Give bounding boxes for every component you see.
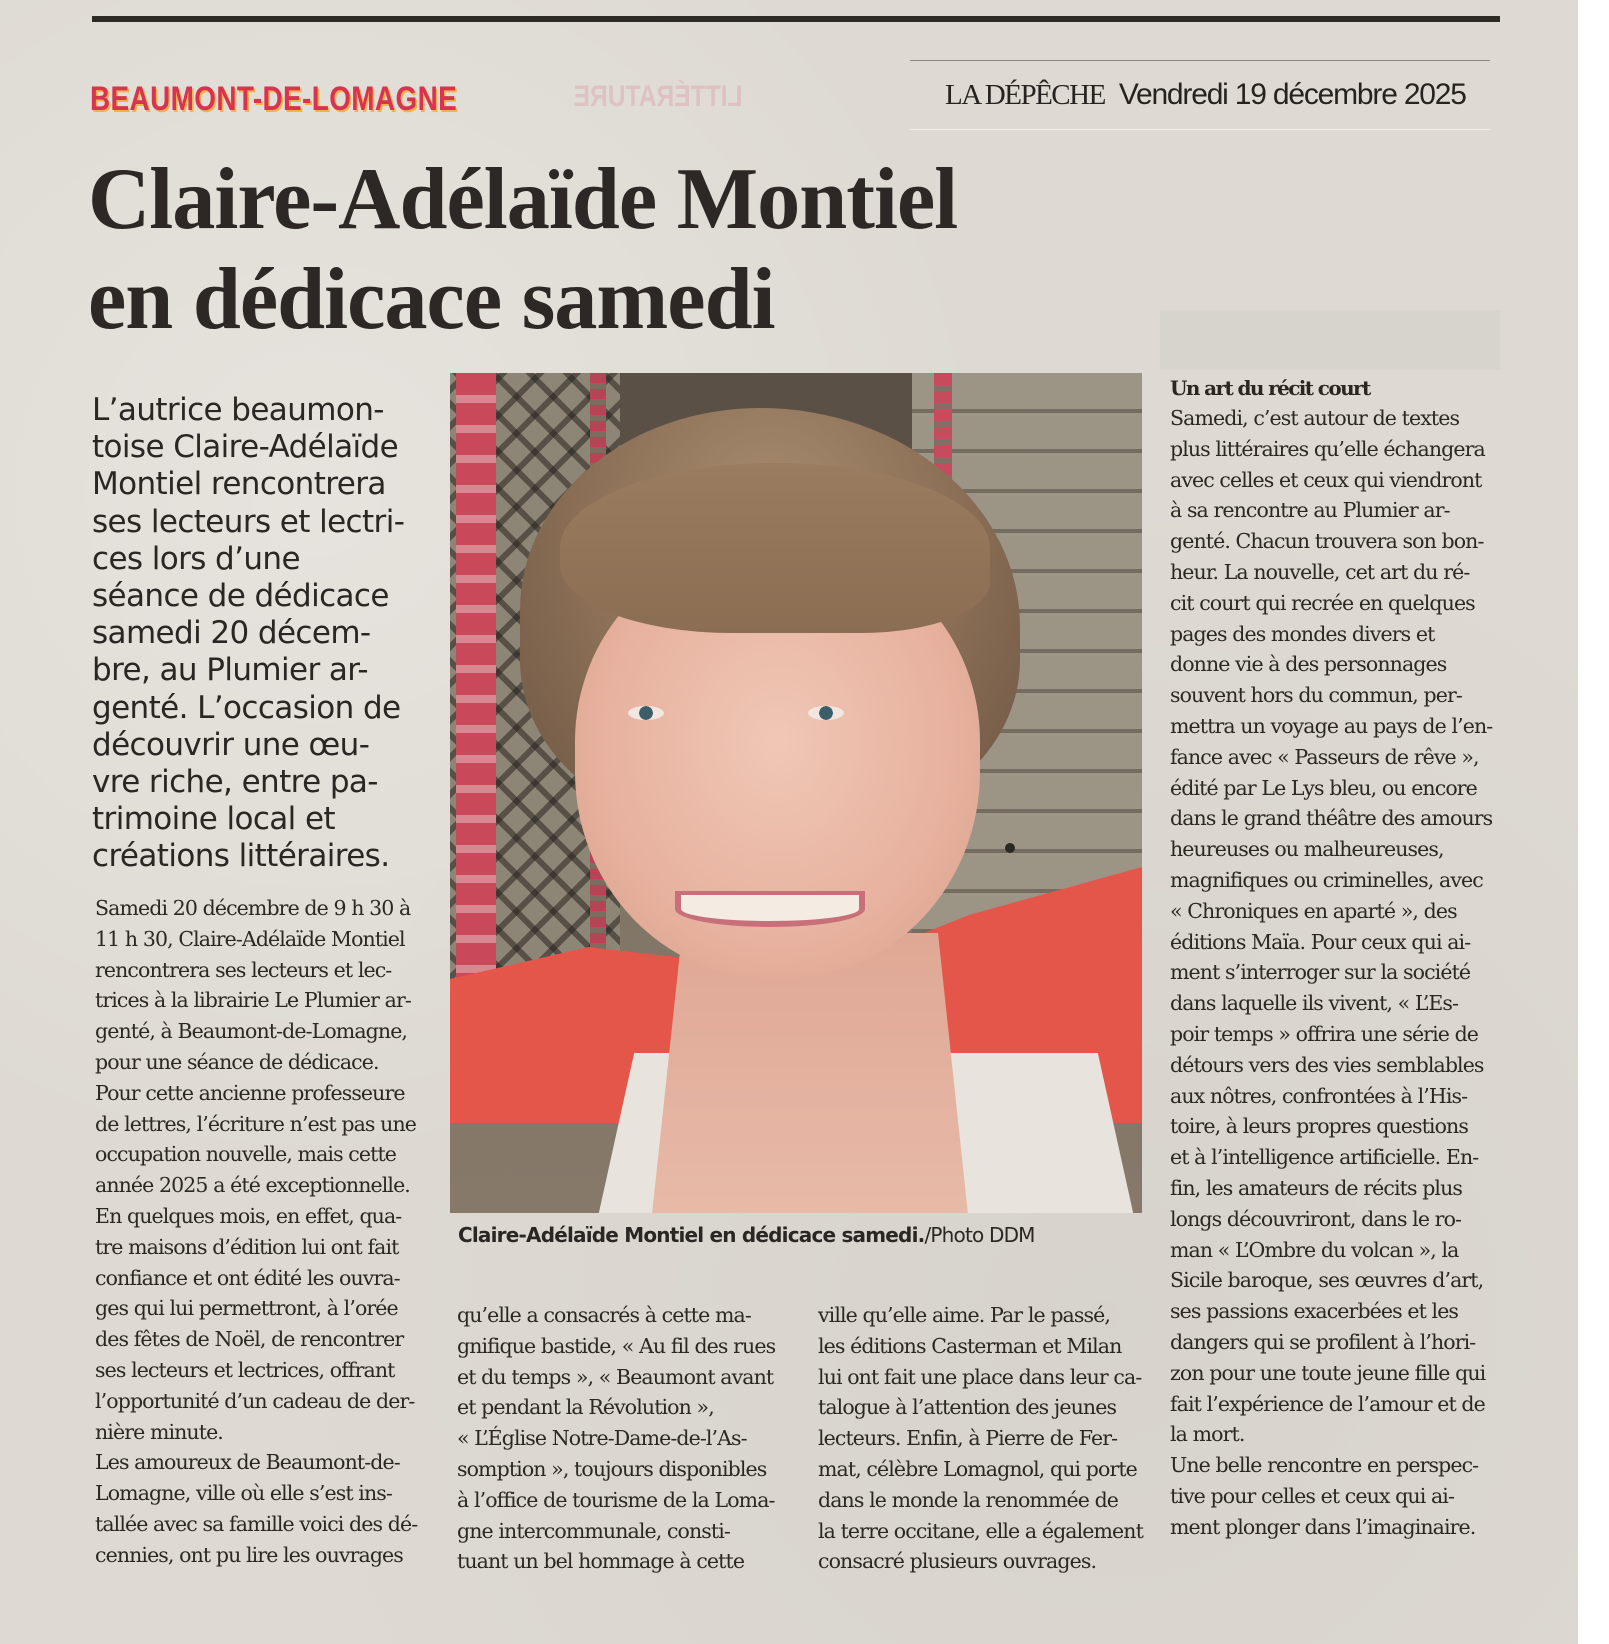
headline-line-1: Claire-Adélaïde Montiel bbox=[88, 151, 958, 248]
body-line: pages des mondes divers et bbox=[1170, 621, 1435, 646]
section-subhead: Un art du récit court bbox=[1170, 376, 1370, 400]
body-line: fin, les amateurs de récits plus bbox=[1170, 1175, 1463, 1200]
body-line: heur. La nouvelle, cet art du ré- bbox=[1170, 559, 1470, 584]
body-line: dans le monde la renommée de bbox=[818, 1487, 1119, 1512]
body-line: lui ont fait une place dans leur ca- bbox=[818, 1364, 1142, 1389]
body-line: aux nôtres, confrontées à l’His- bbox=[1170, 1083, 1468, 1108]
body-column-2 bbox=[457, 1300, 802, 1577]
photo-earring bbox=[1005, 843, 1015, 853]
body-line: et à l’intelligence artificielle. En- bbox=[1170, 1145, 1479, 1170]
body-line: fait l’expérience de l’amour et de bbox=[1170, 1391, 1485, 1416]
body-line: souvent hors du commun, per- bbox=[1170, 683, 1462, 708]
body-line: donne vie à des personnages bbox=[1170, 652, 1447, 677]
body-line: et pendant la Révolution », bbox=[457, 1395, 714, 1420]
lede-line: Montiel rencontrera bbox=[92, 466, 386, 503]
photo-caption bbox=[458, 1223, 1035, 1247]
body-line: talogue à l’attention des jeunes bbox=[818, 1395, 1117, 1420]
photo-bangs bbox=[560, 463, 990, 633]
body-line: Samedi, c’est autour de textes bbox=[1170, 406, 1460, 430]
newspaper-name: LA DÉPÊCHE bbox=[945, 78, 1105, 111]
body-line: genté. Chacun trouvera son bon- bbox=[1170, 529, 1484, 554]
body-line: l’opportunité d’un cadeau de der- bbox=[95, 1388, 415, 1413]
body-line: dans laquelle ils vivent, « L’Es- bbox=[1170, 991, 1459, 1016]
author-portrait-photo bbox=[450, 373, 1142, 1213]
body-line: heureuses ou malheureuses, bbox=[1170, 837, 1444, 862]
body-line: nière minute. bbox=[95, 1419, 223, 1444]
body-line: mettra un voyage au pays de l’en- bbox=[1170, 713, 1493, 738]
lede-line: L’autrice beaumon- bbox=[92, 392, 384, 428]
body-line: plus littéraires qu’elle échangera bbox=[1170, 436, 1485, 461]
body-line: ment s’interroger sur la société bbox=[1170, 960, 1471, 985]
body-line: tuant un bel hommage à cette bbox=[457, 1549, 745, 1574]
lede-line: trimoine local et bbox=[92, 801, 335, 838]
body-line: gnifique bastide, « Au fil des rues bbox=[457, 1333, 776, 1358]
lede-line: samedi 20 décem- bbox=[92, 615, 371, 652]
body-line: Une belle rencontre en perspec- bbox=[1170, 1453, 1479, 1478]
body-line: la terre occitane, elle a également bbox=[818, 1518, 1143, 1543]
body-line: Samedi 20 décembre de 9 h 30 à bbox=[95, 896, 411, 920]
body-line: genté, à Beaumont-de-Lomagne, bbox=[95, 1019, 408, 1044]
bleed-through-label: LITTÉRATURE bbox=[573, 80, 743, 113]
body-line: lecteurs. Enfin, à Pierre de Fer- bbox=[818, 1426, 1118, 1451]
body-line: ses passions exacerbées et les bbox=[1170, 1299, 1459, 1324]
body-line: « L’Église Notre-Dame-de-l’As- bbox=[457, 1426, 747, 1451]
body-line: la mort. bbox=[1170, 1422, 1245, 1447]
body-line: éditions Maïa. Pour ceux qui ai- bbox=[1170, 929, 1471, 954]
publication-date: Vendredi 19 décembre 2025 bbox=[1118, 78, 1466, 111]
lede-line: ces lors d’une bbox=[92, 540, 300, 577]
body-line: qu’elle a consacrés à cette ma- bbox=[457, 1303, 751, 1327]
photo-smile bbox=[675, 891, 865, 927]
body-column-3 bbox=[818, 1300, 1158, 1577]
body-line: à l’office de tourisme de la Loma- bbox=[457, 1487, 775, 1512]
body-line: détours vers des vies semblables bbox=[1170, 1052, 1484, 1077]
masthead bbox=[910, 60, 1490, 130]
body-line: cit court qui recrée en quelques bbox=[1170, 590, 1475, 615]
body-line: confiance et ont édité les ouvra- bbox=[95, 1265, 400, 1290]
body-line: toire, à leurs propres questions bbox=[1170, 1114, 1468, 1139]
body-line: ges qui lui permettront, à l’orée bbox=[95, 1296, 398, 1321]
body-line: tallée avec sa famille voici des dé- bbox=[95, 1511, 418, 1536]
body-line: rencontrera ses lecteurs et lec- bbox=[95, 957, 392, 982]
body-line: « Chroniques en aparté », des bbox=[1170, 898, 1457, 923]
body-line: Sicile baroque, ses œuvres d’art, bbox=[1170, 1268, 1484, 1293]
body-line: longs découvriront, dans le ro- bbox=[1170, 1206, 1462, 1231]
scan-margin bbox=[1578, 0, 1609, 1644]
body-column-1 bbox=[95, 893, 435, 1571]
photo-rug-stripe bbox=[456, 373, 496, 1033]
lede-line: découvrir une œu- bbox=[92, 726, 370, 763]
body-line: Pour cette ancienne professeure bbox=[95, 1080, 405, 1105]
lede-line: vre riche, entre pa- bbox=[92, 764, 378, 801]
body-line: ses lecteurs et lectrices, offrant bbox=[95, 1357, 395, 1382]
body-line: tre maisons d’édition lui ont fait bbox=[95, 1234, 399, 1259]
body-line: à sa rencontre au Plumier ar- bbox=[1170, 498, 1450, 523]
body-line: et du temps », « Beaumont avant bbox=[457, 1364, 774, 1389]
body-line: cennies, ont pu lire les ouvrages bbox=[95, 1542, 403, 1567]
body-line: trices à la librairie Le Plumier ar- bbox=[95, 988, 411, 1013]
bleed-through-block bbox=[1160, 310, 1500, 370]
body-line: année 2025 a été exceptionnelle. bbox=[95, 1173, 410, 1198]
body-line: dans le grand théâtre des amours bbox=[1170, 806, 1493, 831]
body-line: poir temps » offrira une série de bbox=[1170, 1021, 1479, 1046]
article-lede bbox=[92, 392, 437, 876]
body-line: mat, célèbre Lomagnol, qui porte bbox=[818, 1456, 1137, 1481]
body-line: fance avec « Passeurs de rêve », bbox=[1170, 744, 1479, 769]
body-line: avec celles et ceux qui viendront bbox=[1170, 467, 1482, 492]
body-line: magnifiques ou criminelles, avec bbox=[1170, 867, 1483, 892]
body-line: de lettres, l’écriture n’est pas une bbox=[95, 1111, 416, 1136]
top-rule-divider bbox=[92, 16, 1500, 22]
body-line: tive pour celles et ceux qui ai- bbox=[1170, 1483, 1454, 1508]
body-line: dangers qui se profilent à l’hori- bbox=[1170, 1329, 1476, 1354]
lede-line: bre, au Plumier ar- bbox=[92, 652, 369, 689]
body-line: gne intercommunale, consti- bbox=[457, 1518, 730, 1543]
body-line: Les amoureux de Beaumont-de- bbox=[95, 1450, 400, 1475]
body-line: Lomagne, ville où elle s’est ins- bbox=[95, 1481, 392, 1506]
lede-line: toise Claire-Adélaïde bbox=[92, 429, 399, 466]
body-line: zon pour une toute jeune fille qui bbox=[1170, 1360, 1486, 1385]
caption-text: Claire-Adélaïde Montiel en dédicace samedi. bbox=[458, 1223, 925, 1247]
photo-eye bbox=[628, 706, 664, 720]
body-line: En quelques mois, en effet, qua- bbox=[95, 1203, 402, 1228]
body-line: des fêtes de Noël, de rencontrer bbox=[95, 1327, 404, 1352]
body-line: man « L’Ombre du volcan », la bbox=[1170, 1237, 1459, 1262]
body-line: les éditions Casterman et Milan bbox=[818, 1333, 1122, 1358]
lede-line: ses lecteurs et lectri- bbox=[92, 503, 405, 540]
body-line: somption », toujours disponibles bbox=[457, 1456, 767, 1481]
body-line: édité par Le Lys bleu, ou encore bbox=[1170, 775, 1477, 800]
photo-eye bbox=[808, 706, 844, 720]
body-line: ment plonger dans l’imaginaire. bbox=[1170, 1514, 1476, 1539]
body-line: 11 h 30, Claire-Adélaïde Montiel bbox=[95, 926, 405, 951]
lede-line: genté. L’occasion de bbox=[92, 689, 401, 726]
article-headline bbox=[88, 150, 1215, 350]
section-label: BEAUMONT-DE-LOMAGNE bbox=[90, 80, 458, 118]
body-line: occupation nouvelle, mais cette bbox=[95, 1142, 397, 1167]
photo-credit: /Photo DDM bbox=[924, 1223, 1035, 1247]
lede-line: créations littéraires. bbox=[92, 838, 390, 875]
body-column-4 bbox=[1170, 373, 1500, 1542]
headline-line-2: en dédicace samedi bbox=[88, 251, 775, 348]
lede-line: séance de dédicace bbox=[92, 578, 389, 615]
body-line: pour une séance de dédicace. bbox=[95, 1049, 379, 1074]
body-line: ville qu’elle aime. Par le passé, bbox=[818, 1303, 1110, 1327]
body-line: consacré plusieurs ouvrages. bbox=[818, 1549, 1097, 1574]
